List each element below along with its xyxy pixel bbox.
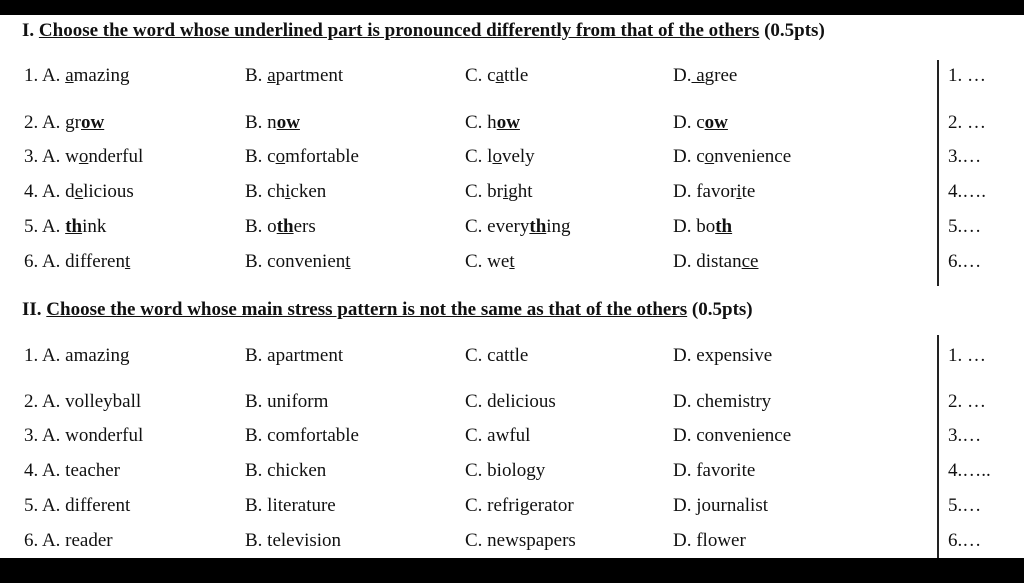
option-text-before: C. every (465, 216, 530, 237)
section1-question-row (0, 181, 1024, 207)
section1-title-points: (0.5pts) (764, 20, 825, 41)
option-text-after: ers (293, 216, 316, 237)
option-text-after: nderful (88, 146, 144, 167)
option-text-before: B. c (245, 146, 276, 167)
option-b: B. television (245, 530, 342, 551)
option-b: B. chicken (245, 460, 327, 481)
option-text-before: D. bo (673, 216, 716, 237)
option-b (245, 65, 343, 87)
option-text-before: D. c (673, 112, 705, 133)
option-a: 5. A. different (24, 495, 131, 516)
underlined-part: o (78, 146, 89, 167)
underlined-part: t (124, 251, 131, 272)
option-text-after: licious (83, 181, 134, 202)
option-text-before: D. favor (673, 181, 737, 202)
answer-blank[interactable]: 6.… (948, 530, 982, 551)
option-c: C. biology (465, 460, 546, 481)
answer-blank[interactable]: 2. … (948, 391, 986, 412)
option-d: D. chemistry (673, 391, 772, 412)
underlined-part: th (715, 216, 733, 237)
option-text-after: mazing (73, 65, 130, 86)
option-a (24, 216, 106, 238)
option-text-after: cken (290, 181, 327, 202)
section1-title-number: I. (22, 20, 35, 41)
option-text-after: mfortable (285, 146, 359, 167)
option-c: C. delicious (465, 391, 556, 412)
option-c (465, 251, 515, 273)
section1-question-row (0, 146, 1024, 172)
section2-question-row (0, 391, 1024, 417)
section1-question-row (0, 65, 1024, 91)
option-a (24, 251, 130, 273)
section1-title (22, 20, 825, 42)
answer-blank[interactable]: 1. … (948, 65, 986, 86)
underlined-part: o (704, 146, 715, 167)
option-d (673, 112, 728, 134)
option-c: C. cattle (465, 345, 529, 366)
worksheet-page (0, 15, 1024, 558)
option-text-before: D. (673, 65, 692, 86)
option-text-after: vely (501, 146, 535, 167)
option-a: 2. A. volleyball (24, 391, 142, 412)
underlined-part: th (529, 216, 547, 237)
option-text-before: C. br (465, 181, 503, 202)
option-text-after: partment (275, 65, 344, 86)
option-text-after: ing (546, 216, 571, 237)
section2-question-row (0, 530, 1024, 556)
option-text-before: B. n (245, 112, 277, 133)
option-text-after: te (741, 181, 756, 202)
answer-blank[interactable]: 6.… (948, 251, 982, 272)
option-c: C. refrigerator (465, 495, 574, 516)
section2-question-row (0, 425, 1024, 451)
option-b: B. comfortable (245, 425, 359, 446)
option-text-after: ght (508, 181, 533, 202)
option-d (673, 216, 732, 238)
section2-title-points: (0.5pts) (691, 299, 753, 320)
option-text-before: 2. A. gr (24, 112, 81, 133)
option-d: D. convenience (673, 425, 792, 446)
underlined-part: ow (276, 112, 300, 133)
section1-question-row (0, 216, 1024, 242)
option-a (24, 181, 134, 203)
option-text-before: 4. A. d (24, 181, 75, 202)
option-text-before: D. distan (673, 251, 742, 272)
option-d: D. favorite (673, 460, 756, 481)
option-a: 3. A. wonderful (24, 425, 144, 446)
option-a (24, 65, 130, 87)
answer-blank[interactable]: 4.…. (948, 181, 986, 202)
option-text-before: 6. A. differen (24, 251, 125, 272)
answer-blank[interactable]: 4.….. (948, 460, 991, 481)
section2-question-row (0, 460, 1024, 486)
section2-question-row (0, 345, 1024, 371)
option-b: B. apartment (245, 345, 344, 366)
option-text-after: gree (704, 65, 738, 86)
option-text-before: C. l (465, 146, 493, 167)
option-text-after: ttle (504, 65, 529, 86)
underlined-part: i (503, 181, 509, 202)
underlined-part: a (267, 65, 276, 86)
answer-blank[interactable]: 2. … (948, 112, 986, 133)
answer-blank[interactable]: 3.… (948, 425, 982, 446)
option-b (245, 112, 300, 134)
underlined-part: a (495, 65, 505, 86)
option-text-before: C. h (465, 112, 497, 133)
answer-blank[interactable]: 5.… (948, 216, 982, 237)
option-d: D. flower (673, 530, 746, 551)
underlined-part: ce (741, 251, 759, 272)
option-text-before: C. we (465, 251, 510, 272)
option-text-before: C. c (465, 65, 496, 86)
underlined-part: ow (496, 112, 520, 133)
answer-blank[interactable]: 1. … (948, 345, 986, 366)
underlined-part: a (65, 65, 74, 86)
option-text-after: nvenience (714, 146, 792, 167)
option-a: 4. A. teacher (24, 460, 121, 481)
section1-question-row (0, 251, 1024, 277)
option-b: B. uniform (245, 391, 329, 412)
underlined-part: o (275, 146, 286, 167)
underlined-part: t (509, 251, 515, 272)
section2-title-number: II. (22, 299, 42, 320)
underlined-part: a (691, 65, 705, 86)
option-b (245, 146, 359, 168)
option-c (465, 146, 535, 168)
option-c (465, 112, 520, 134)
option-text-before: 3. A. w (24, 146, 79, 167)
option-c (465, 65, 528, 87)
option-d: D. journalist (673, 495, 768, 516)
option-text-after: ink (82, 216, 107, 237)
underlined-part: e (74, 181, 84, 202)
underlined-part: th (65, 216, 83, 237)
underlined-part: o (492, 146, 502, 167)
underlined-part: t (345, 251, 351, 272)
underlined-part: ow (704, 112, 728, 133)
section2-question-row (0, 495, 1024, 521)
option-c (465, 181, 533, 203)
option-text-before: D. c (673, 146, 705, 167)
section1-question-row (0, 112, 1024, 138)
option-b (245, 251, 351, 273)
section2-title (22, 299, 753, 321)
option-text-before: B. (245, 65, 268, 86)
option-a: 6. A. reader (24, 530, 113, 551)
option-d (673, 251, 758, 273)
option-b (245, 216, 316, 238)
option-d (673, 65, 737, 87)
option-b (245, 181, 326, 203)
option-d (673, 181, 755, 203)
section1-title-text: Choose the word whose underlined part is pronounced differently from that of the others (38, 20, 760, 41)
option-d (673, 146, 791, 168)
answer-blank[interactable]: 3.… (948, 146, 982, 167)
option-a (24, 146, 143, 168)
option-text-before: B. o (245, 216, 277, 237)
underlined-part: ow (81, 112, 105, 133)
option-b: B. literature (245, 495, 336, 516)
section2-title-text: Choose the word whose main stress pattern is not the same as that of the others (46, 299, 688, 320)
option-c: C. newspapers (465, 530, 576, 551)
option-text-before: 1. A. (24, 65, 66, 86)
option-a (24, 112, 104, 134)
option-text-before: B. ch (245, 181, 286, 202)
option-c: C. awful (465, 425, 531, 446)
underlined-part: th (276, 216, 294, 237)
underlined-part: i (285, 181, 291, 202)
answer-blank[interactable]: 5.… (948, 495, 982, 516)
option-c (465, 216, 571, 238)
option-text-before: B. convenien (245, 251, 346, 272)
option-text-before: 5. A. (24, 216, 66, 237)
option-d: D. expensive (673, 345, 773, 366)
option-a: 1. A. amazing (24, 345, 130, 366)
underlined-part: i (736, 181, 742, 202)
